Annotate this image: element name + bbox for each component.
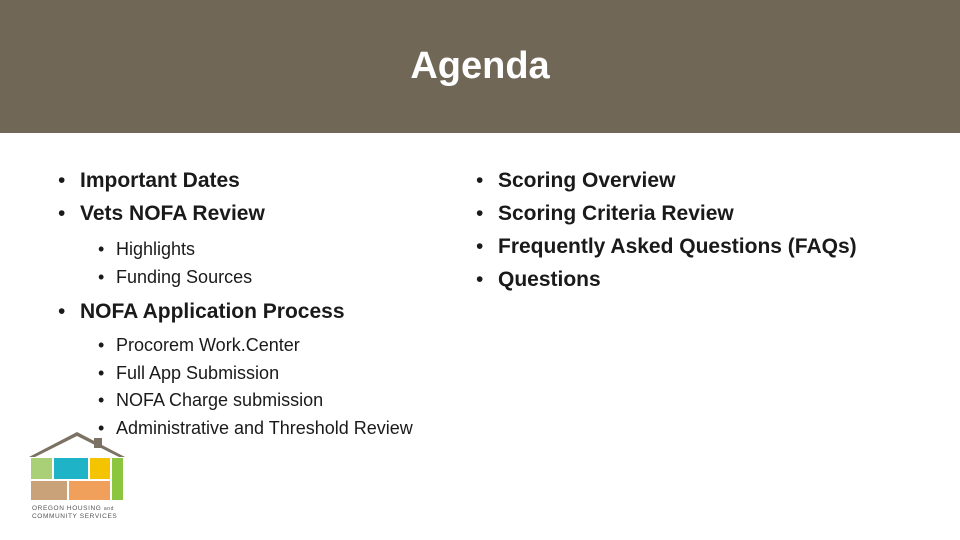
sub-item-funding-sources: • Funding Sources bbox=[58, 264, 478, 292]
logo-roof-icon bbox=[29, 432, 125, 457]
agenda-left-column bbox=[58, 164, 478, 442]
agenda-item-important-dates: • Important Dates bbox=[58, 164, 478, 197]
agenda-item-faqs: • Frequently Asked Questions (FAQs) bbox=[476, 230, 858, 263]
header-bar bbox=[0, 0, 960, 133]
agenda-item-vets-nofa-review: • Vets NOFA Review bbox=[58, 197, 478, 230]
sub-item-nofa-charge-submission: • NOFA Charge submission bbox=[58, 387, 478, 415]
sub-item-highlights: • Highlights bbox=[58, 236, 478, 264]
logo-wordmark: OREGON HOUSING and COMMUNITY SERVICES bbox=[32, 505, 118, 520]
agenda-item-scoring-criteria-review: • Scoring Criteria Review bbox=[476, 197, 916, 230]
agenda-item-nofa-application-process: • NOFA Application Process bbox=[58, 295, 478, 328]
agenda-right-column bbox=[476, 164, 916, 296]
sub-item-admin-threshold-review: • Administrative and Threshold Review bbox=[58, 415, 478, 443]
agenda-item-questions: • Questions bbox=[476, 263, 916, 296]
sub-item-procorem: • Procorem Work.Center bbox=[58, 332, 478, 360]
sub-item-full-app-submission: • Full App Submission bbox=[58, 360, 478, 388]
agenda-item-scoring-overview: • Scoring Overview bbox=[476, 164, 916, 197]
slide-title: Agenda bbox=[410, 45, 550, 87]
